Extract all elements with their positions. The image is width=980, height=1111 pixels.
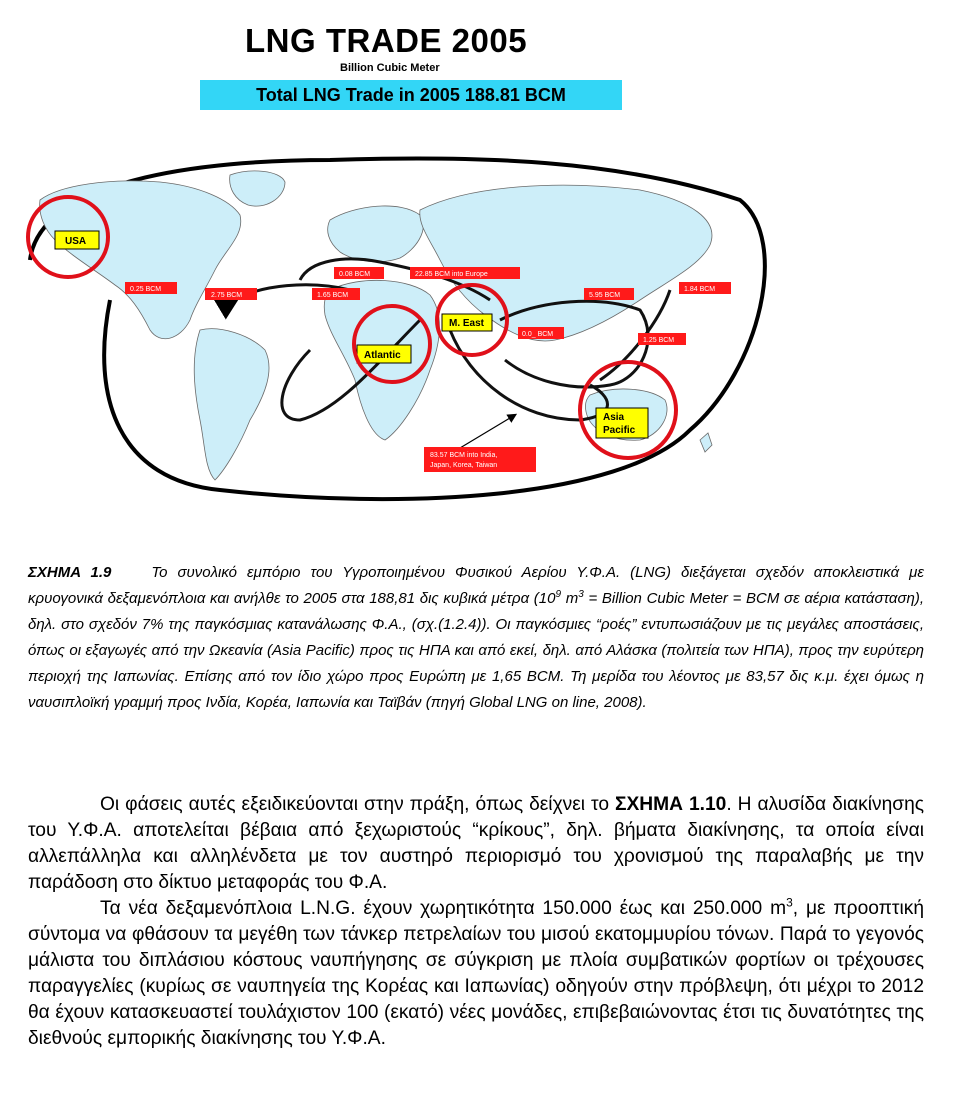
flow-label-1-25: 1.25 BCM [643, 337, 675, 344]
new-zealand-land [700, 433, 712, 452]
flow-label-83-57-line2: Japan, Korea, Taiwan [430, 462, 498, 469]
caption-text-a: Το συνολικό εμπόριο του Υγροποιημένου Φυσικού Αερίου Υ.Φ.Α. (LNG) διεξάγεται σχεδόν αποκλειστικά με κρυογονικά δεξαμενόπλοια και ανήλθε το 2005 στα 188,81 δις κυβικά μέτρα (10 [28, 564, 924, 607]
region-label-asia: Asia [603, 412, 625, 423]
figure-subtitle: Billion Cubic Meter [340, 62, 440, 74]
p2-text-a: Τα νέα δεξαμενόπλοια L.N.G. έχουν χωρητικότητα 150.000 έως και 250.000 m [100, 898, 787, 919]
p1-text-b: . Η αλυσίδα διακίνησης του Υ.Φ.Α. αποτελείται βέβαια από ξεχωριστούς “κρίκους”, δηλ. βήματα διακίνησης, τα οποία είναι αλλεπάλληλα και αλληλένδετα με τον αυστηρό περιορισμό του χρονισμού της παραλαβής με την παράδοση στο δίκτυο μεταφοράς του Φ.Α. [28, 794, 924, 893]
caption-sup-3: 3 [578, 589, 584, 600]
flow-label-0-08: 0.08 BCM [339, 271, 371, 278]
flow-label-2-75: 2.75 BCM [211, 292, 243, 299]
flow-label-1-84: 1.84 BCM [684, 286, 716, 293]
caption-sup-9: 9 [555, 589, 562, 600]
p2-sup-3: 3 [786, 895, 793, 910]
flow-label-0-xx: 0.0_ BCM [522, 331, 554, 338]
paragraph-1 [28, 792, 924, 896]
flow-label-22-85: 22.85 BCM into Europe [415, 271, 488, 278]
flow-label-83-57-line1: 83.57 BCM into India, [430, 452, 498, 459]
greenland-land [230, 171, 285, 206]
p2-text-b: , με προοπτική σύντομα να φθάσουν τα μεγέθη των τάνκερ πετρελαίων του μισού εκατομμυρίου τόνων. Παρά το γεγονός μάλιστα του διπλάσιου κόστους ναυπήγησης σε σύγκριση με πλοία συμβατικών φορτίων οι τρέχουσες παραγγελίες (κυρίως σε ναυπηγεία της Κορέας και Ιαπωνίας) οδηγούν στην πρόβλεψη, ότι μέχρι το 2012 θα έχουν κατασκευαστεί τουλάχιστον 100 (εκατό) νέες μονάδες, επιβεβαιώνοντας έτσι τις δυνατότητες της διεθνούς εμπορικής διακίνησης του Υ.Φ.Α. [28, 898, 924, 1049]
total-trade-banner: Total LNG Trade in 2005 188.81 BCM [200, 80, 622, 110]
flow-label-1-65: 1.65 BCM [317, 292, 349, 299]
figure-title: LNG TRADE 2005 [245, 22, 528, 59]
flow-label-0-25: 0.25 BCM [130, 286, 162, 293]
flow-label-5-95: 5.95 BCM [589, 292, 621, 299]
caption-text-c: = Billion Cubic Meter = BCM σε αέρια κατάσταση), δηλ. στο σχεδόν 7% της παγκόσμιας κατανάλωσης Φ.Α., (σχ.(1.2.4)). Οι παγκόσμιες “ροές” εντυπωσιάζουν με τις μεγάλες αποστάσεις, όπως οι εξαγωγές από την Ωκεανία (Asia Pacific) προς τις ΗΠΑ και από εκεί, δηλ. από Αλάσκα (πολιτεία των ΗΠΑ), προς την ευρύτερη περιοχή της Ιαπωνίας. Επίσης από τον ίδιο χώρο προς Ευρώπη με 1,65 BCM. Τη μερίδα του λέοντος με 83,57 δις κ.μ. έχει όμως η ναυσιπλοϊκή γραμμή προς Ινδία, Κορέα, Ιαπωνία και Ταϊβάν (πηγή Global LNG on line, 2008). [28, 590, 924, 711]
region-label-atlantic: Atlantic [364, 350, 401, 361]
caption-label: ΣΧΗΜΑ 1.9 [28, 564, 112, 581]
lng-trade-world-map [0, 110, 980, 530]
region-label-pacific: Pacific [603, 425, 636, 436]
south-america-land [194, 329, 269, 480]
region-label-usa: USA [65, 236, 87, 247]
caption-text-b: m [561, 590, 579, 607]
europe-land [328, 206, 424, 262]
figure-caption [28, 560, 924, 716]
p1-figure-ref: ΣΧΗΜΑ 1.10 [615, 794, 727, 815]
region-label-mideast: M. East [449, 318, 485, 329]
paragraph-2 [28, 896, 924, 1052]
p1-text-a: Οι φάσεις αυτές εξειδικεύονται στην πράξη, όπως δείχνει το [100, 794, 615, 815]
body-text [28, 792, 924, 1052]
north-america-land [40, 181, 241, 339]
